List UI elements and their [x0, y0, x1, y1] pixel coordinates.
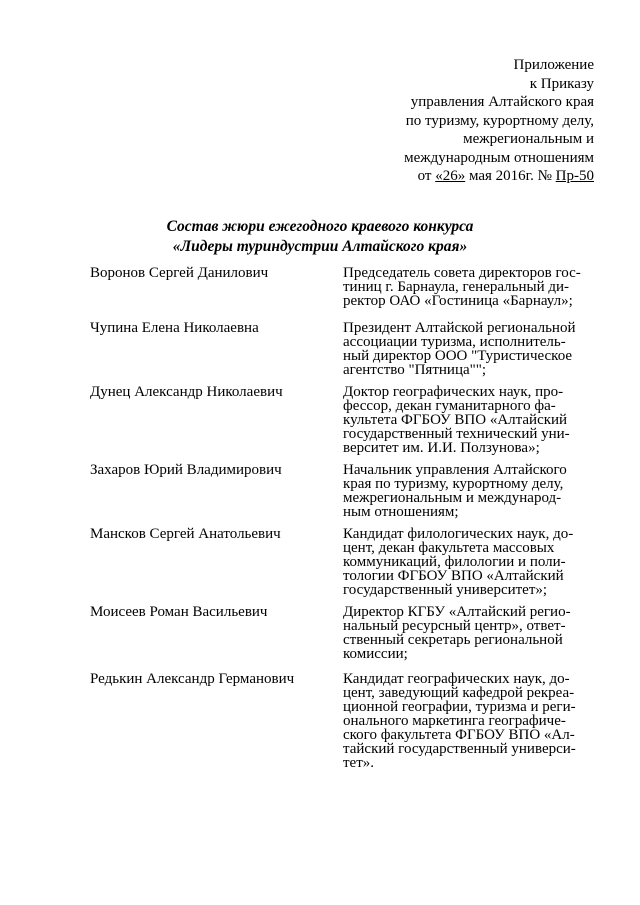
role-line: государственный технический уни-	[343, 426, 570, 442]
role-line: ным отношениям;	[343, 504, 459, 520]
role-line: тайский государственный универси-	[343, 741, 576, 757]
appendix-line: межрегиональным и	[463, 131, 594, 147]
member-role	[343, 321, 593, 377]
role-line: верситет им. И.И. Ползунова»;	[343, 440, 540, 456]
role-line: межрегиональным и международ-	[343, 490, 562, 506]
document-title	[0, 217, 640, 257]
member-name: Моисеев Роман Васильевич	[90, 604, 268, 620]
role-line: ассоциации туризма, исполнитель-	[343, 334, 566, 350]
role-line: Кандидат филологических наук, до-	[343, 526, 574, 542]
role-line: тологии ФГБОУ ВПО «Алтайский	[343, 568, 564, 584]
role-line: культета ФГБОУ ВПО «Алтайский	[343, 412, 568, 428]
role-line: фессор, декан гуманитарного фа-	[343, 398, 556, 414]
member-role	[343, 527, 593, 597]
order-number: Пр-50	[555, 168, 594, 184]
role-line: ственный секретарь региональной	[343, 632, 563, 648]
role-line: Президент Алтайской региональной	[343, 320, 576, 336]
role-line: края по туризму, курортному делу,	[343, 476, 564, 492]
appendix-line: к Приказу	[529, 75, 594, 92]
role-line: онального маркетинга географиче-	[343, 713, 566, 729]
member-name: Дунец Александр Николаевич	[90, 384, 283, 400]
date-prefix: от	[417, 168, 436, 184]
member-role	[343, 672, 593, 770]
role-line: Директор КГБУ «Алтайский регио-	[343, 604, 571, 620]
member-name: Мансков Сергей Анатольевич	[90, 526, 281, 542]
title-line-2: «Лидеры туриндустрии Алтайского края»	[172, 238, 468, 255]
member-role	[343, 385, 593, 455]
role-line: ный директор ООО "Туристическое	[343, 348, 573, 364]
role-line: ского факультета ФГБОУ ВПО «Ал-	[343, 727, 575, 743]
role-line: Кандидат географических наук, до-	[343, 671, 570, 687]
member-role	[343, 266, 593, 308]
appendix-date-line	[404, 167, 594, 186]
role-line: Доктор географических наук, про-	[343, 384, 564, 400]
title-line-1: Состав жюри ежегодного краевого конкурса	[166, 218, 474, 235]
role-line: Начальник управления Алтайского	[343, 462, 567, 478]
role-line: государственный университет»;	[343, 582, 548, 598]
role-line: ционной географии, туризма и реги-	[343, 699, 576, 715]
member-name: Редькин Александр Германович	[90, 671, 295, 687]
role-line: тет».	[343, 755, 375, 771]
role-line: цент, декан факультета массовых	[343, 540, 555, 556]
role-line: Председатель совета директоров гос-	[343, 265, 581, 281]
date-rest: мая 2016г. №	[465, 168, 556, 184]
appendix-line: по туризму, курортному делу,	[405, 112, 594, 129]
appendix-line: международным отношениям	[404, 149, 594, 166]
role-line: ректор ОАО «Гостиница «Барнаул»;	[343, 293, 573, 309]
member-name: Захаров Юрий Владимирович	[90, 462, 282, 478]
date-day: «26»	[435, 168, 466, 184]
role-line: агентство "Пятница"";	[343, 362, 487, 378]
appendix-line: управления Алтайского края	[410, 94, 594, 110]
member-name: Воронов Сергей Данилович	[90, 265, 269, 281]
member-name: Чупина Елена Николаевна	[90, 320, 259, 336]
member-role	[343, 463, 593, 519]
appendix-line: Приложение	[513, 57, 594, 73]
role-line: тиниц г. Барнаула, генеральный ди-	[343, 279, 570, 295]
role-line: цент, заведующий кафедрой рекреа-	[343, 685, 575, 701]
appendix-header	[404, 56, 594, 186]
role-line: коммуникаций, филологии и поли-	[343, 554, 566, 570]
role-line: комиссии;	[343, 646, 408, 662]
member-role	[343, 605, 593, 661]
role-line: нальный ресурсный центр», ответ-	[343, 618, 566, 634]
